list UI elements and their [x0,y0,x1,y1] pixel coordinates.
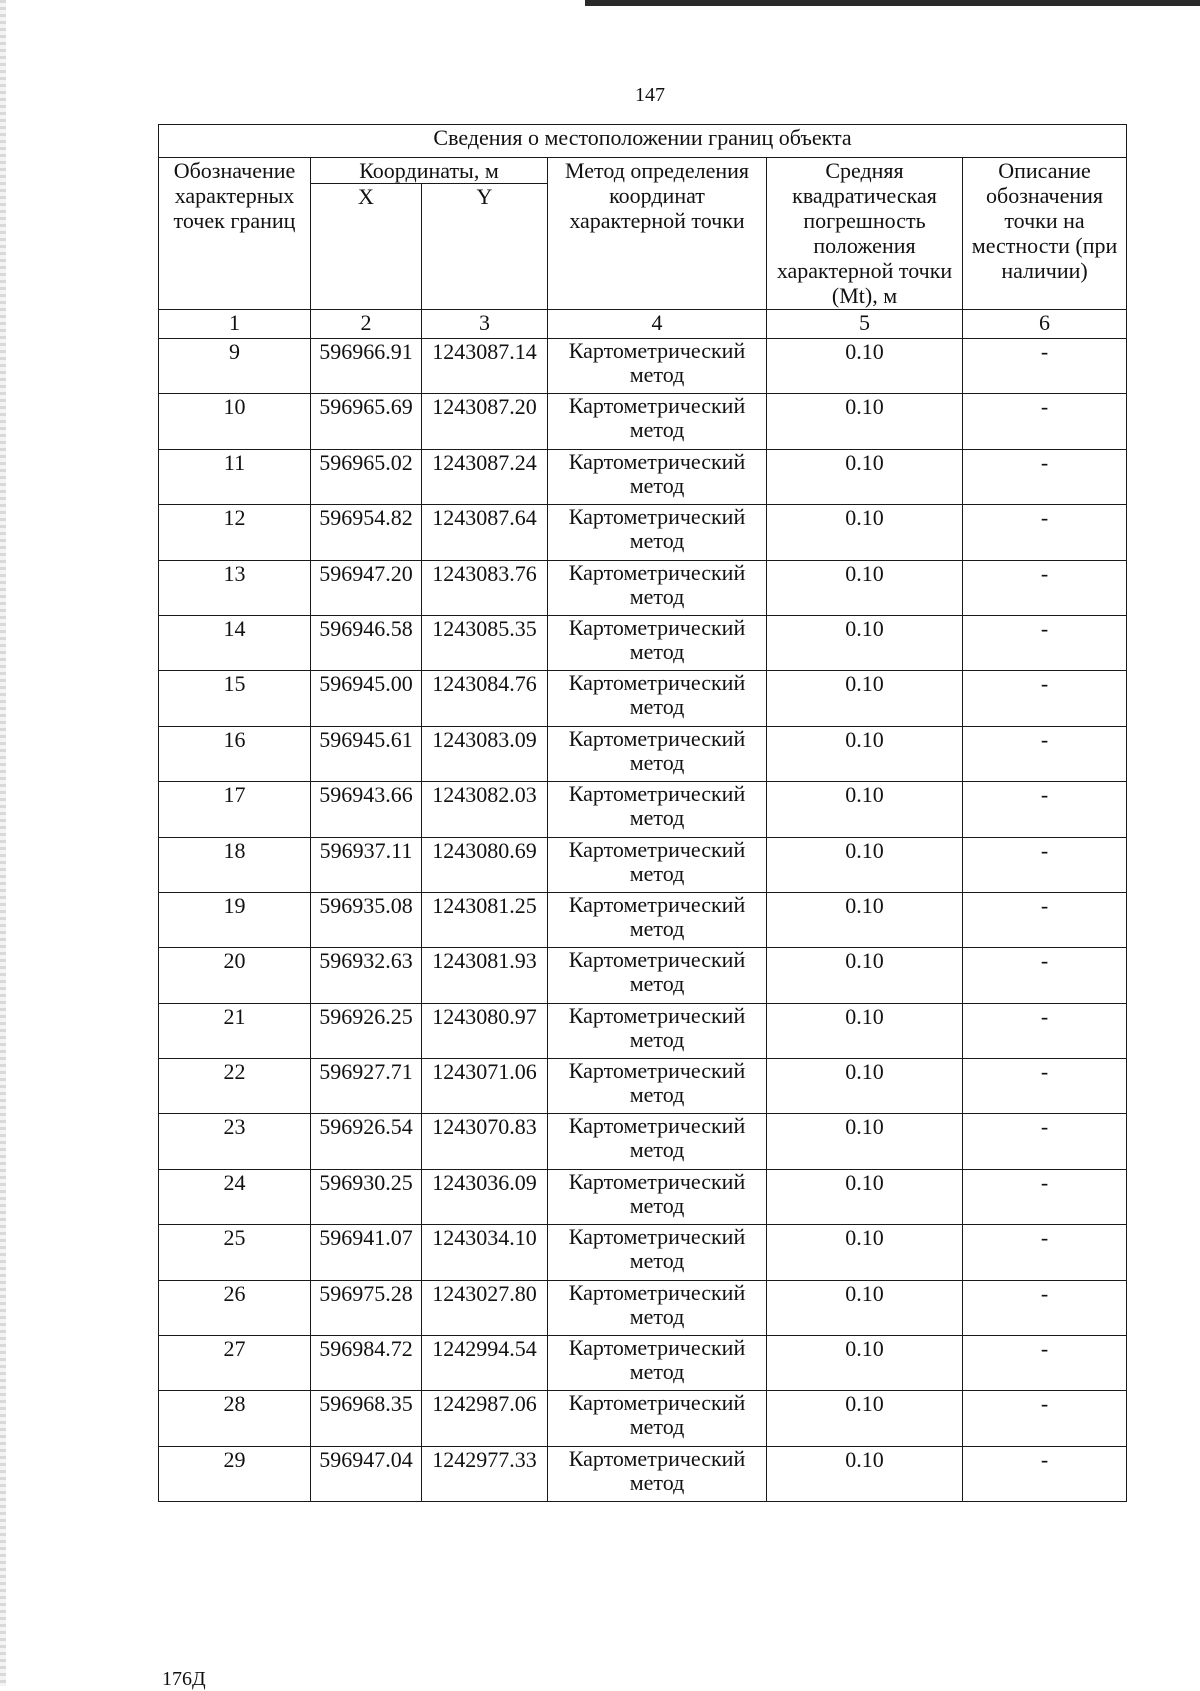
header-description: Описание обозначения точки на местности (при наличии) [963,158,1127,310]
cell-point: 14 [159,615,311,670]
cell-description: - [963,1114,1127,1169]
cell-x: 596965.02 [311,449,422,504]
cell-description: - [963,1003,1127,1058]
table-row [159,1336,1127,1391]
cell-description: - [963,449,1127,504]
column-number: 1 [159,310,311,339]
cell-x: 596966.91 [311,339,422,394]
cell-method: Картометрический метод [548,671,767,726]
cell-point: 19 [159,892,311,947]
cell-point: 17 [159,782,311,837]
cell-y: 1243085.35 [422,615,548,670]
cell-point: 25 [159,1225,311,1280]
header-coords: Координаты, м [311,158,548,184]
cell-y: 1242977.33 [422,1446,548,1501]
table-row [159,1391,1127,1446]
cell-description: - [963,615,1127,670]
cell-description: - [963,394,1127,449]
cell-point: 11 [159,449,311,504]
cell-y: 1243070.83 [422,1114,548,1169]
cell-description: - [963,1059,1127,1114]
cell-y: 1243087.20 [422,394,548,449]
cell-y: 1242994.54 [422,1336,548,1391]
cell-description: - [963,1446,1127,1501]
cell-y: 1242987.06 [422,1391,548,1446]
column-number: 2 [311,310,422,339]
cell-x: 596947.04 [311,1446,422,1501]
cell-accuracy: 0.10 [767,837,963,892]
table-title-row [159,125,1127,158]
cell-point: 21 [159,1003,311,1058]
cell-x: 596984.72 [311,1336,422,1391]
table-row [159,726,1127,781]
cell-accuracy: 0.10 [767,1114,963,1169]
table-row [159,782,1127,837]
cell-accuracy: 0.10 [767,948,963,1003]
cell-x: 596947.20 [311,560,422,615]
cell-y: 1243080.97 [422,1003,548,1058]
cell-accuracy: 0.10 [767,1059,963,1114]
cell-y: 1243081.93 [422,948,548,1003]
cell-point: 12 [159,505,311,560]
column-number: 6 [963,310,1127,339]
cell-point: 22 [159,1059,311,1114]
cell-x: 596935.08 [311,892,422,947]
column-number: 5 [767,310,963,339]
cell-method: Картометрический метод [548,449,767,504]
cell-method: Картометрический метод [548,1225,767,1280]
table-row [159,1059,1127,1114]
cell-point: 20 [159,948,311,1003]
cell-x: 596941.07 [311,1225,422,1280]
cell-x: 596945.61 [311,726,422,781]
cell-accuracy: 0.10 [767,560,963,615]
table-row [159,1280,1127,1335]
cell-x: 596946.58 [311,615,422,670]
cell-method: Картометрический метод [548,1336,767,1391]
cell-accuracy: 0.10 [767,726,963,781]
table-row [159,1114,1127,1169]
column-number-row [159,310,1127,339]
cell-y: 1243087.64 [422,505,548,560]
cell-y: 1243087.14 [422,339,548,394]
table-row [159,1169,1127,1224]
header-y: Y [422,184,548,310]
cell-y: 1243027.80 [422,1280,548,1335]
cell-point: 15 [159,671,311,726]
cell-method: Картометрический метод [548,1446,767,1501]
cell-x: 596932.63 [311,948,422,1003]
cell-accuracy: 0.10 [767,615,963,670]
cell-method: Картометрический метод [548,1280,767,1335]
header-x: X [311,184,422,310]
cell-accuracy: 0.10 [767,1336,963,1391]
cell-method: Картометрический метод [548,505,767,560]
cell-x: 596975.28 [311,1280,422,1335]
cell-y: 1243082.03 [422,782,548,837]
table-row [159,948,1127,1003]
cell-method: Картометрический метод [548,1059,767,1114]
cell-method: Картометрический метод [548,892,767,947]
header-method: Метод определения координат характерной точки [548,158,767,310]
table-row [159,1446,1127,1501]
footer-code: 176Д [162,1668,206,1690]
cell-description: - [963,837,1127,892]
cell-point: 28 [159,1391,311,1446]
cell-accuracy: 0.10 [767,892,963,947]
cell-y: 1243036.09 [422,1169,548,1224]
cell-description: - [963,339,1127,394]
cell-method: Картометрический метод [548,1114,767,1169]
cell-point: 23 [159,1114,311,1169]
cell-x: 596926.25 [311,1003,422,1058]
cell-description: - [963,892,1127,947]
cell-method: Картометрический метод [548,560,767,615]
page-number: 147 [635,84,665,106]
cell-point: 29 [159,1446,311,1501]
cell-y: 1243034.10 [422,1225,548,1280]
table-row [159,449,1127,504]
table-row [159,615,1127,670]
header-point: Обозначение характерных точек границ [159,158,311,310]
cell-x: 596930.25 [311,1169,422,1224]
cell-method: Картометрический метод [548,1003,767,1058]
cell-accuracy: 0.10 [767,505,963,560]
scan-edge-top [585,0,1200,6]
cell-y: 1243081.25 [422,892,548,947]
cell-point: 27 [159,1336,311,1391]
cell-accuracy: 0.10 [767,394,963,449]
column-number: 4 [548,310,767,339]
cell-method: Картометрический метод [548,339,767,394]
cell-method: Картометрический метод [548,726,767,781]
cell-y: 1243083.76 [422,560,548,615]
cell-accuracy: 0.10 [767,1225,963,1280]
cell-x: 596945.00 [311,671,422,726]
cell-x: 596927.71 [311,1059,422,1114]
cell-point: 26 [159,1280,311,1335]
table-row [159,505,1127,560]
cell-point: 16 [159,726,311,781]
cell-description: - [963,782,1127,837]
cell-point: 18 [159,837,311,892]
scan-edge-left [0,0,6,1686]
cell-y: 1243071.06 [422,1059,548,1114]
cell-y: 1243080.69 [422,837,548,892]
header-accuracy: Средняя квадратическая погрешность положения характерной точки (Mt), м [767,158,963,310]
cell-description: - [963,1391,1127,1446]
cell-point: 10 [159,394,311,449]
cell-description: - [963,505,1127,560]
cell-description: - [963,1169,1127,1224]
cell-point: 9 [159,339,311,394]
cell-description: - [963,1336,1127,1391]
cell-y: 1243087.24 [422,449,548,504]
cell-description: - [963,726,1127,781]
table-row [159,339,1127,394]
cell-point: 13 [159,560,311,615]
cell-accuracy: 0.10 [767,1446,963,1501]
table-row [159,1003,1127,1058]
cell-accuracy: 0.10 [767,671,963,726]
cell-method: Картометрический метод [548,394,767,449]
table-row [159,671,1127,726]
table-row [159,1225,1127,1280]
cell-description: - [963,560,1127,615]
cell-x: 596954.82 [311,505,422,560]
table-row [159,394,1127,449]
cell-accuracy: 0.10 [767,1169,963,1224]
cell-x: 596968.35 [311,1391,422,1446]
cell-method: Картометрический метод [548,1391,767,1446]
cell-x: 596943.66 [311,782,422,837]
table-title: Сведения о местоположении границ объекта [159,125,1127,158]
cell-description: - [963,1225,1127,1280]
cell-accuracy: 0.10 [767,1003,963,1058]
cell-description: - [963,1280,1127,1335]
boundary-coordinates-table [158,124,1127,1502]
cell-method: Картометрический метод [548,615,767,670]
cell-x: 596926.54 [311,1114,422,1169]
cell-point: 24 [159,1169,311,1224]
table-row [159,892,1127,947]
cell-accuracy: 0.10 [767,1280,963,1335]
table-row [159,837,1127,892]
cell-method: Картометрический метод [548,948,767,1003]
cell-description: - [963,948,1127,1003]
cell-method: Картометрический метод [548,837,767,892]
cell-accuracy: 0.10 [767,449,963,504]
cell-x: 596965.69 [311,394,422,449]
cell-y: 1243084.76 [422,671,548,726]
cell-x: 596937.11 [311,837,422,892]
cell-accuracy: 0.10 [767,782,963,837]
column-number: 3 [422,310,548,339]
cell-method: Картометрический метод [548,1169,767,1224]
cell-accuracy: 0.10 [767,339,963,394]
cell-y: 1243083.09 [422,726,548,781]
header-row-1 [159,158,1127,184]
cell-accuracy: 0.10 [767,1391,963,1446]
table-row [159,560,1127,615]
cell-method: Картометрический метод [548,782,767,837]
cell-description: - [963,671,1127,726]
